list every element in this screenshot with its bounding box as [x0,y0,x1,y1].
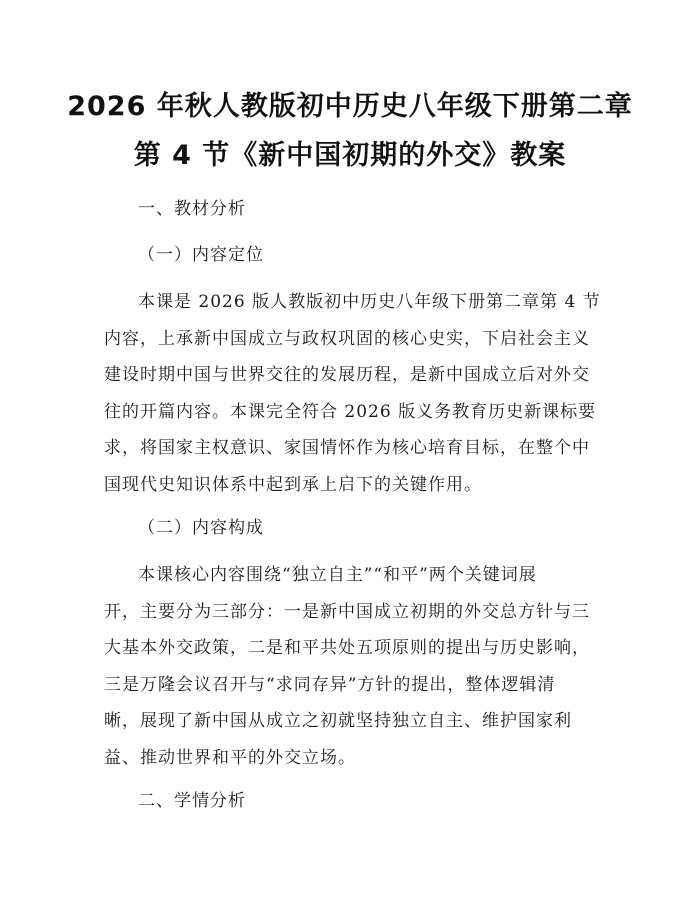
section-heading-textbook-analysis: 一、教材分析 [138,199,246,219]
document-title-line-2: 第 4 节《新中国初期的外交》教案 [133,140,567,171]
subsection-heading-content-composition: （二）内容构成 [138,518,264,538]
paragraph-line: 国现代史知识体系中起到承上启下的关键作用。 [104,474,482,495]
paragraph-line: 建设时期中国与世界交往的发展历程，是新中国成立后对外交 [104,365,590,386]
section-heading-student-analysis: 二、学情分析 [138,791,246,811]
subsection-heading-content-positioning: （一）内容定位 [138,245,264,265]
paragraph-line: 本课是 2026 版人教版初中历史八年级下册第二章第 4 节 [138,292,601,312]
paragraph-line: 往的开篇内容。本课完全符合 2026 版义务教育历史新课标要 [104,401,597,422]
paragraph-line: 开，主要分为三部分：一是新中国成立初期的外交总方针与三 [104,601,590,622]
document-title-line-1: 2026 年秋人教版初中历史八年级下册第二章 [67,91,633,122]
paragraph-line: 大基本外交政策，二是和平共处五项原则的提出与历史影响， [104,638,590,659]
paragraph-content-positioning [104,284,600,504]
paragraph-line: 益、推动世界和平的外交立场。 [104,747,356,768]
paragraph-line: 晰，展现了新中国从成立之初就坚持独立自主、维护国家利 [104,711,572,732]
paragraph-line: 求，将国家主权意识、家国情怀作为核心培育目标，在整个中 [104,438,590,459]
paragraph-line: 本课核心内容围绕“独立自主”“和平”两个关键词展 [138,565,537,585]
paragraph-line: 内容，上承新中国成立与政权巩固的核心史实，下启社会主义 [104,328,590,349]
paragraph-content-composition [104,557,600,777]
paragraph-line: 三是万隆会议召开与“求同存异”方针的提出，整体逻辑清 [104,674,556,695]
